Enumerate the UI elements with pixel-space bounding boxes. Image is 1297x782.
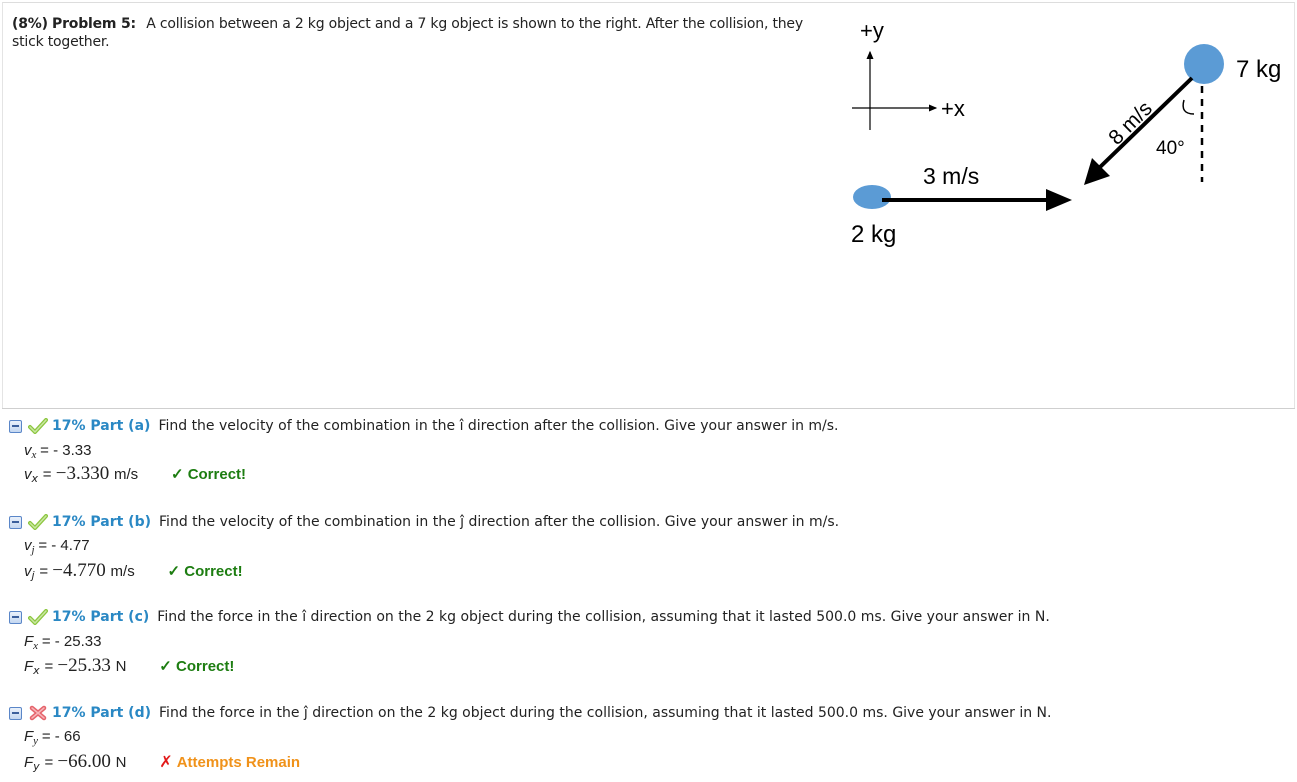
- problem-percent: (8%): [12, 16, 48, 32]
- part-d-feedback: Attempts Remain: [176, 754, 301, 771]
- part-d-entered: $F_y$ = - 66: [24, 728, 81, 747]
- part-d-header: [9, 704, 1051, 722]
- axis-x-label: +x: [941, 96, 965, 121]
- part-c-header: [9, 608, 1050, 626]
- part-d-entered-value: - 66: [54, 728, 81, 745]
- large-speed-label: 8 m/s: [1104, 96, 1157, 150]
- collapse-toggle-icon[interactable]: [9, 516, 22, 529]
- angle-arc: [1183, 100, 1194, 114]
- part-c-result-value: −25.33: [57, 655, 111, 676]
- part-b-result-value: −4.770: [52, 560, 106, 581]
- part-b-entered: $v_j$ = - 4.77: [24, 537, 90, 556]
- problem-text-line2: stick together.: [12, 34, 110, 50]
- small-mass-ball: [853, 185, 891, 209]
- part-a-label: 17% Part (a): [52, 418, 151, 434]
- part-a-header: [9, 417, 839, 435]
- collapse-toggle-icon[interactable]: [9, 420, 22, 433]
- part-b-feedback: Correct!: [184, 563, 243, 580]
- axes-icon: [852, 52, 936, 130]
- correct-check-icon: ✓: [167, 563, 181, 580]
- collapse-toggle-icon[interactable]: [9, 707, 22, 720]
- problem-statement: [12, 15, 817, 51]
- part-a-result: $v_x = -3.330$ m/s ✓ Correct!: [24, 463, 247, 485]
- collapse-toggle-icon[interactable]: [9, 611, 22, 624]
- axis-y-label: +y: [860, 18, 884, 43]
- small-arrowhead-icon: [1046, 189, 1072, 211]
- cross-icon: [28, 705, 48, 721]
- problem-text-line1: A collision between a 2 kg object and a 7 kg object is shown to the right. After the collision, they: [146, 16, 803, 32]
- part-d-result: $F_y = -66.00$ N ✗ Attempts Remain: [24, 751, 301, 773]
- part-a-entered: $v_x$ = - 3.33: [24, 442, 92, 461]
- problem-title: Problem 5:: [52, 16, 136, 32]
- part-d-result-value: −66.00: [57, 751, 111, 772]
- part-a-question: Find the velocity of the combination in the î direction after the collision. Give your answer in m/s.: [158, 418, 839, 434]
- correct-check-icon: ✓: [170, 466, 184, 483]
- collision-diagram: [830, 10, 1290, 250]
- part-d-label: 17% Part (d): [52, 705, 152, 721]
- section-divider: [2, 408, 1295, 409]
- checkmark-icon: [28, 609, 48, 625]
- part-c-feedback: Correct!: [176, 658, 235, 675]
- part-c-result: $F_x = -25.33$ N ✓ Correct!: [24, 655, 235, 677]
- incorrect-x-icon: ✗: [159, 752, 173, 771]
- part-b-header: [9, 513, 839, 531]
- part-a-feedback: Correct!: [187, 466, 247, 483]
- part-b-entered-value: - 4.77: [51, 537, 90, 554]
- checkmark-icon: [28, 514, 48, 530]
- part-c-entered: $F_x$ = - 25.33: [24, 633, 102, 652]
- small-mass-label: 2 kg: [851, 221, 897, 248]
- part-a-result-value: −3.330: [55, 463, 110, 484]
- correct-check-icon: ✓: [159, 658, 172, 675]
- part-c-question: Find the force in the î direction on the 2 kg object during the collision, assuming that it lasted 500.0 ms. Give your answer in N.: [157, 609, 1050, 625]
- part-a-entered-value: - 3.33: [53, 442, 92, 459]
- part-c-entered-value: - 25.33: [54, 633, 102, 650]
- checkmark-icon: [28, 418, 48, 434]
- part-d-question: Find the force in the ĵ direction on the 2 kg object during the collision, assuming that it lasted 500.0 ms. Give your answer in N.: [159, 705, 1052, 721]
- part-c-label: 17% Part (c): [52, 609, 150, 625]
- part-b-result: $v_j = -4.770$ m/s ✓ Correct!: [24, 560, 243, 582]
- part-b-label: 17% Part (b): [52, 514, 152, 530]
- large-mass-label: 7 kg: [1236, 56, 1282, 83]
- small-speed-label: 3 m/s: [923, 163, 980, 189]
- part-b-question: Find the velocity of the combination in the ĵ direction after the collision. Give your answer in m/s.: [159, 514, 840, 530]
- angle-label: 40°: [1156, 138, 1185, 159]
